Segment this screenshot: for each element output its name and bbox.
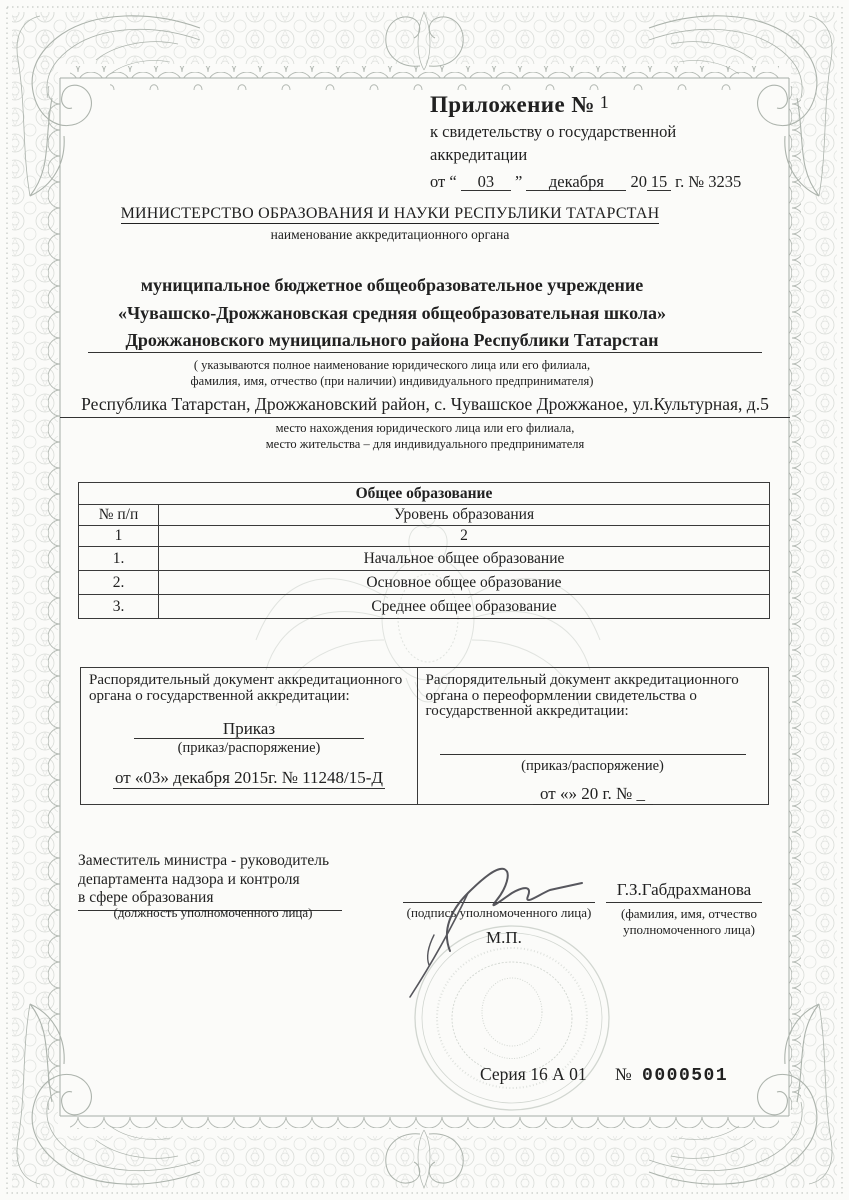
organization-address: Республика Татарстан, Дрожжановский район, с. Чувашское Дрожжаное, ул.Культурная, д.5 [60,394,790,418]
form-number: 0000501 [642,1066,729,1086]
signer-name: Г.З.Габдрахманова [606,880,762,903]
signer-position-block [78,852,358,911]
date-suffix: г. № [675,172,705,191]
heading-line1: Распорядительный документ аккредитационного [89,672,403,688]
organization-line1: муниципальное бюджетное общеобразовательное учреждение [140,275,644,295]
appendix-subtitle-line1: к свидетельству о государственной [430,122,677,141]
organization-name-block [56,272,728,355]
heading-line3: государственной аккредитации: [425,703,629,719]
appendix-date-line [430,172,775,192]
position-caption: (должность уполномоченного лица) [113,905,313,920]
appendix-subtitle-line2: аккредитации [430,145,528,164]
order-boxes [80,667,770,805]
col-header-level: Уровень образования [159,505,770,526]
position-line1: Заместитель министра - руководитель [78,852,330,869]
date-year-field: 15 [647,173,671,191]
accreditation-order-heading [81,668,417,704]
date-prefix: от “ [430,172,457,191]
education-levels-table [78,482,770,619]
organization-caption-line2: фамилия, имя, отчество (при наличии) индивидуального предпринимателя) [190,374,594,388]
heading-line2: органа о государственной аккредитации: [89,687,350,704]
heading-line1: Распорядительный документ аккредитационного [425,672,739,688]
date-century: 20 [630,172,648,191]
heading-line2: органа о переоформлении свидетельства о [425,687,697,704]
order-document-type: Приказ [134,720,364,739]
table-title: Общее образование [79,483,770,505]
series-label: Серия 16 А 01 [480,1064,587,1084]
address-caption-line2: место жительства – для индивидуального предпринимателя [265,437,585,451]
reissue-order-date: от «» 20 г. № _ [533,784,653,805]
col-index-2: 2 [159,526,770,547]
reissue-order-box [417,667,769,805]
reissue-order-heading [418,668,768,720]
row-num: 1. [79,547,159,571]
appendix-header [430,92,775,192]
name-caption-line2: уполномоченного лица) [623,921,755,937]
table-row [79,571,770,595]
organization-underline [88,352,762,353]
name-caption-line1: (фамилия, имя, отчество [621,906,757,921]
address-caption [60,420,790,452]
accreditation-order-box [80,667,418,805]
stamp-place-mark: М.П. [486,928,522,947]
certificate-number: 3235 [708,172,742,191]
position-line3: в сфере образования [78,889,342,911]
table-header-row [79,505,770,526]
organization-caption [56,357,728,389]
form-series-row [480,1064,728,1086]
row-level: Среднее общее образование [159,595,770,619]
handwritten-signature [398,855,608,1005]
organization-address-block [60,394,790,452]
row-num: 3. [79,595,159,619]
accreditation-body-name: МИНИСТЕРСТВО ОБРАЗОВАНИЯ И НАУКИ РЕСПУБЛИКИ ТАТАРСТАН [120,205,660,222]
row-num: 2. [79,571,159,595]
accreditation-body-caption: наименование аккредитационного органа [270,227,510,242]
organization-line3: Дрожжановского муниципального района Республики Татарстан [125,330,659,350]
row-level: Начальное общее образование [159,547,770,571]
order-type-caption: (приказ/распоряжение) [521,757,664,774]
table-index-row [79,526,770,547]
date-day-field: 03 [461,173,511,191]
order-type-caption: (приказ/распоряжение) [177,740,321,756]
table-row [79,547,770,571]
date-close-quote: ” [514,172,523,191]
col-header-num: № п/п [79,505,159,526]
signer-name-caption [608,906,770,937]
blank-document-type-line [440,754,746,755]
appendix-title [430,92,775,118]
table-row [79,595,770,619]
address-caption-line1: место нахождения юридического лица или его филиала, [275,421,575,435]
appendix-number-value: 1 [599,92,610,112]
organization-line2: «Чувашско-Дрожжановская средняя общеобразовательная школа» [117,302,667,323]
date-month-field: декабря [526,173,626,191]
accreditation-body-block [60,205,720,243]
position-line2: департамента надзора и контроля [78,870,300,888]
signature-caption: (подпись уполномоченного лица) [406,905,592,920]
accreditation-order-date: от «03» декабря 2015г. № 11248/15-Д [114,768,384,787]
table-title-row [79,483,770,505]
row-level: Основное общее образование [159,571,770,595]
col-index-1: 1 [79,526,159,547]
organization-caption-line1: ( указываются полное наименование юридического лица или его филиала, [193,358,591,372]
number-sign: № [614,1064,632,1084]
appendix-title-label: Приложение № [430,92,595,117]
